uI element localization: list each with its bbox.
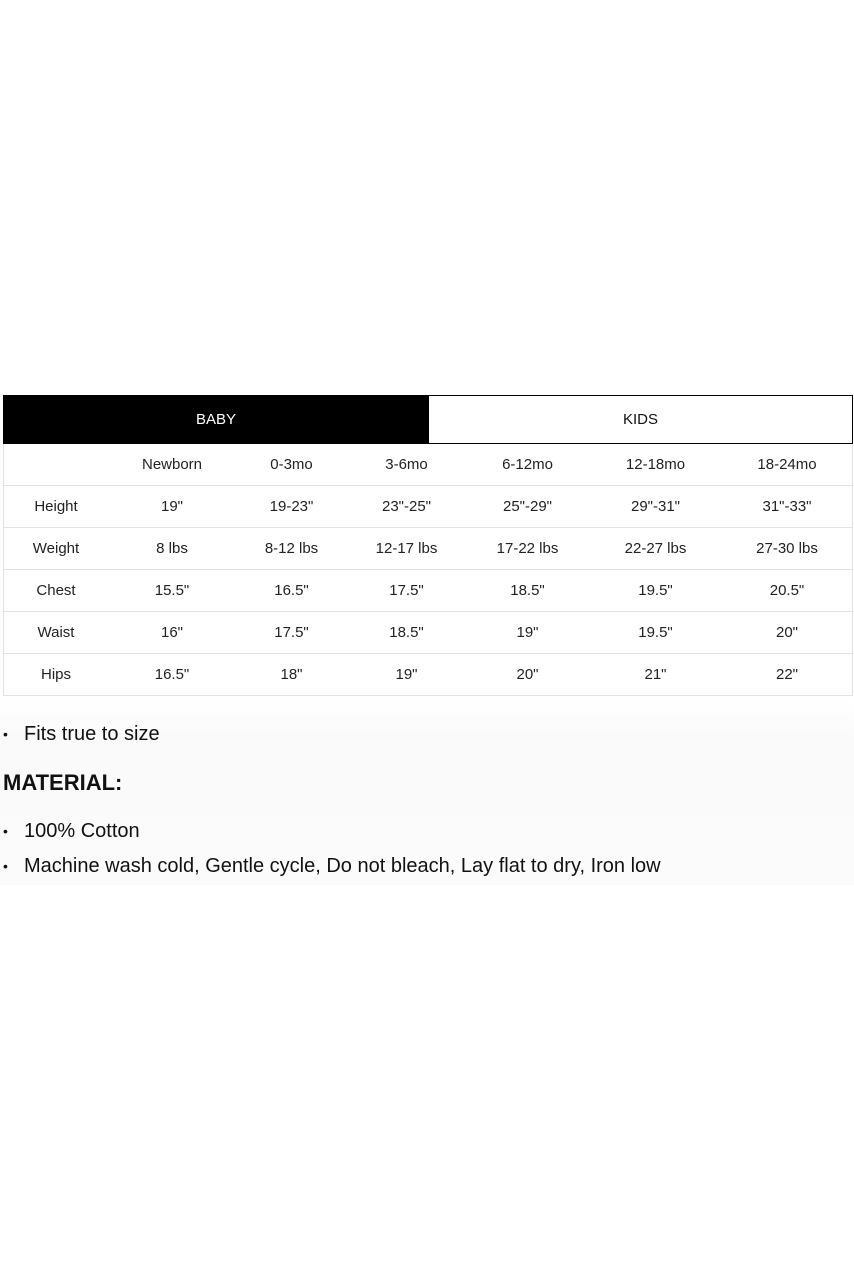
bullet-icon: • bbox=[3, 858, 8, 874]
table-cell: 15.5" bbox=[109, 570, 235, 612]
table-cell: 18" bbox=[235, 654, 348, 696]
table-row bbox=[3, 654, 853, 696]
size-guide-section bbox=[0, 395, 854, 885]
bullet-icon: • bbox=[3, 823, 8, 839]
table-cell: 17-22 lbs bbox=[465, 528, 590, 570]
list-item bbox=[3, 722, 843, 746]
care-instructions-text: Machine wash cold, Gentle cycle, Do not bleach, Lay flat to dry, Iron low bbox=[24, 855, 661, 877]
size-chart-table bbox=[3, 444, 853, 696]
table-cell: 17.5" bbox=[235, 612, 348, 654]
table-cell: 17.5" bbox=[348, 570, 465, 612]
size-tabs bbox=[3, 395, 853, 444]
row-label: Waist bbox=[3, 612, 109, 654]
material-list bbox=[3, 819, 843, 878]
table-cell: 31"-33" bbox=[721, 486, 853, 528]
table-row bbox=[3, 570, 853, 612]
table-cell: 16.5" bbox=[109, 654, 235, 696]
table-cell: 20.5" bbox=[721, 570, 853, 612]
table-cell: 23"-25" bbox=[348, 486, 465, 528]
table-cell: 20" bbox=[721, 612, 853, 654]
table-cell: 29"-31" bbox=[590, 486, 721, 528]
table-cell: 20" bbox=[465, 654, 590, 696]
column-header: 3-6mo bbox=[348, 444, 465, 486]
table-cell: 25"-29" bbox=[465, 486, 590, 528]
column-header bbox=[3, 444, 109, 486]
material-heading: MATERIAL: bbox=[3, 770, 123, 795]
table-cell: 8-12 lbs bbox=[235, 528, 348, 570]
row-label: Hips bbox=[3, 654, 109, 696]
fit-list bbox=[3, 722, 843, 746]
row-label: Height bbox=[3, 486, 109, 528]
column-header: 12-18mo bbox=[590, 444, 721, 486]
table-row bbox=[3, 612, 853, 654]
table-cell: 16" bbox=[109, 612, 235, 654]
table-cell: 22" bbox=[721, 654, 853, 696]
column-header: 18-24mo bbox=[721, 444, 853, 486]
bullet-icon: • bbox=[3, 726, 8, 742]
column-header: 6-12mo bbox=[465, 444, 590, 486]
table-cell: 12-17 lbs bbox=[348, 528, 465, 570]
table-cell: 19" bbox=[109, 486, 235, 528]
column-header: Newborn bbox=[109, 444, 235, 486]
table-cell: 18.5" bbox=[348, 612, 465, 654]
table-cell: 22-27 lbs bbox=[590, 528, 721, 570]
tab-baby[interactable]: BABY bbox=[3, 395, 429, 444]
table-cell: 8 lbs bbox=[109, 528, 235, 570]
table-header-row bbox=[3, 444, 853, 486]
row-label: Weight bbox=[3, 528, 109, 570]
fit-text: Fits true to size bbox=[24, 723, 160, 745]
list-item bbox=[3, 854, 843, 878]
row-label: Chest bbox=[3, 570, 109, 612]
table-cell: 19" bbox=[465, 612, 590, 654]
table-row bbox=[3, 486, 853, 528]
material-text: 100% Cotton bbox=[24, 820, 140, 842]
table-cell: 16.5" bbox=[235, 570, 348, 612]
column-header: 0-3mo bbox=[235, 444, 348, 486]
table-row bbox=[3, 528, 853, 570]
table-cell: 19.5" bbox=[590, 612, 721, 654]
table-cell: 19" bbox=[348, 654, 465, 696]
tab-kids[interactable]: KIDS bbox=[429, 395, 853, 444]
list-item bbox=[3, 819, 843, 843]
table-cell: 27-30 lbs bbox=[721, 528, 853, 570]
table-cell: 21" bbox=[590, 654, 721, 696]
table-cell: 19.5" bbox=[590, 570, 721, 612]
table-cell: 19-23" bbox=[235, 486, 348, 528]
table-cell: 18.5" bbox=[465, 570, 590, 612]
